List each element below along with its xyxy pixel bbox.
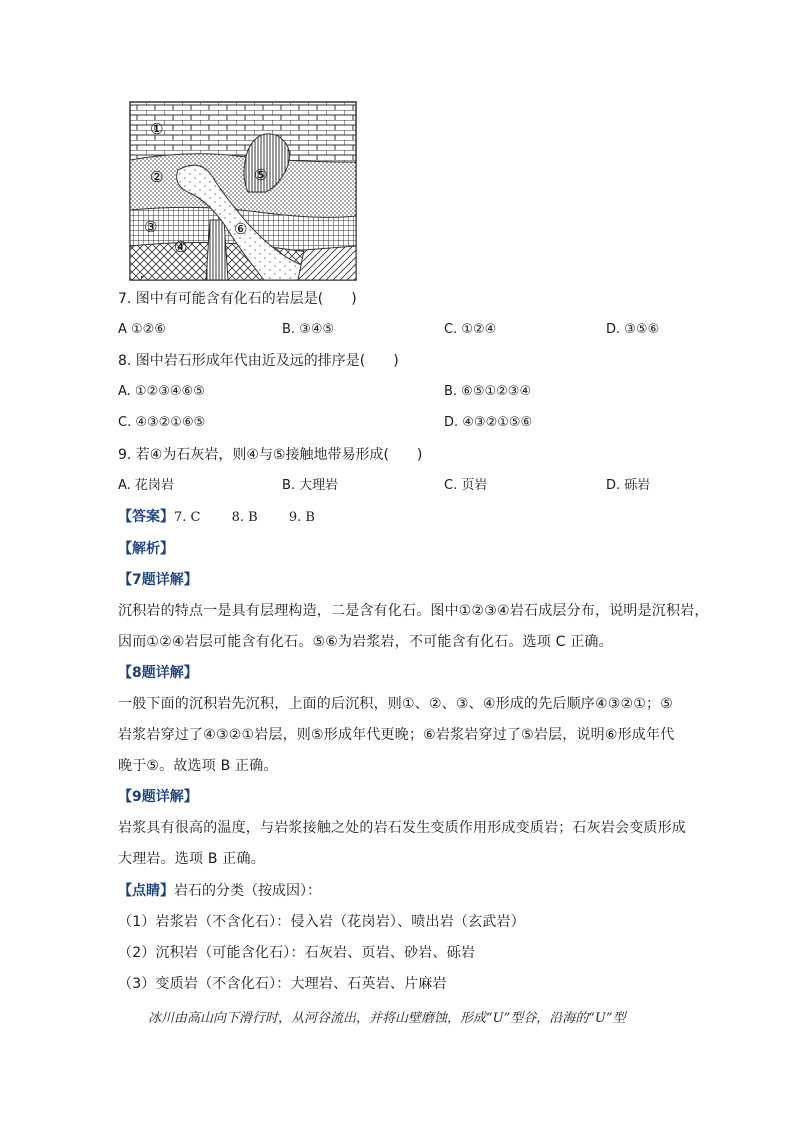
detail-7-line-1: 沉积岩的特点一是具有层理构造，二是含有化石。图中①②③④岩石成层分布，说明是沉积岩， — [118, 603, 709, 619]
figure-label-4: ④ — [174, 238, 188, 256]
tip-label: 【点睛】 — [118, 883, 174, 899]
question-7-stem: 7. 图中有可能含有化石的岩层是( ) — [118, 291, 357, 307]
tip-item-2: （2）沉积岩（可能含化石）：石灰岩、页岩、砂岩、砾岩 — [118, 945, 476, 961]
rock-strata-figure — [128, 100, 360, 282]
tip-item-3: （3）变质岩（不含化石）：大理岩、石英岩、片麻岩 — [118, 976, 447, 992]
detail-7-line-2: 因而①②④岩层可能含有化石。⑤⑥为岩浆岩，不可能含有化石。选项 C 正确。 — [118, 634, 613, 650]
detail-8-line-1: 一般下面的沉积岩先沉积，上面的后沉积，则①、②、③、④形成的先后顺序④③②①；⑤ — [118, 696, 673, 712]
q9-option-c: C. 页岩 — [444, 478, 488, 493]
figure-label-3: ③ — [144, 218, 158, 236]
detail-9-line-2: 大理岩。选项 B 正确。 — [118, 851, 265, 867]
q9-option-d: D. 砾岩 — [606, 478, 651, 493]
figure-label-5: ⑤ — [254, 166, 268, 184]
tip-line — [118, 881, 321, 901]
answer-8: 8. B — [231, 510, 258, 525]
figure-label-1: ① — [150, 120, 164, 138]
figure-label-6: ⑥ — [234, 220, 248, 238]
detail-7-title: 【7题详解】 — [118, 572, 198, 588]
q7-option-a: A ①②⑥ — [118, 322, 166, 337]
answer-7: 7. C — [174, 510, 201, 525]
detail-8-line-3: 晚于⑤。故选项 B 正确。 — [118, 758, 278, 774]
answer-9: 9. B — [288, 510, 315, 525]
answer-label: 【答案】 — [118, 509, 174, 525]
tip-heading: 岩石的分类（按成因）： — [174, 883, 321, 899]
q8-option-b: B. ⑥⑤①②③④ — [444, 384, 532, 399]
question-9-stem: 9. 若④为石灰岩，则④与⑤接触地带易形成( ) — [118, 447, 423, 463]
q9-option-b: B. 大理岩 — [282, 478, 339, 493]
detail-9-title: 【9题详解】 — [118, 789, 198, 805]
trailing-passage: 冰川由高山向下滑行时，从河谷流出，并将山壁磨蚀，形成“U”型谷，沿海的“U”型 — [148, 1011, 626, 1026]
q8-option-d: D. ④③②①⑤⑥ — [444, 415, 533, 430]
analysis-label: 【解析】 — [118, 541, 174, 557]
stray-dot — [141, 276, 143, 278]
question-8-stem: 8. 图中岩石形成年代由近及远的排序是( ) — [118, 353, 399, 369]
q9-option-a: A. 花岗岩 — [118, 478, 174, 493]
q7-option-c: C. ①②④ — [444, 322, 497, 337]
q7-option-d: D. ③⑤⑥ — [606, 322, 660, 337]
detail-8-title: 【8题详解】 — [118, 665, 198, 681]
tip-item-1: （1）岩浆岩（不含化石）：侵入岩（花岗岩）、喷出岩（玄武岩） — [118, 914, 525, 930]
q8-option-c: C. ④③②①⑥⑤ — [118, 415, 206, 430]
answer-line — [118, 507, 315, 528]
figure-label-2: ② — [150, 168, 164, 186]
detail-8-line-2: 岩浆岩穿过了④③②①岩层，则⑤形成年代更晚；⑥岩浆岩穿过了⑤岩层，说明⑥形成年代 — [118, 727, 675, 743]
q8-option-a: A. ①②③④⑥⑤ — [118, 384, 205, 399]
detail-9-line-1: 岩浆具有很高的温度，与岩浆接触之处的岩石发生变质作用形成变质岩；石灰岩会变质形成 — [118, 820, 686, 836]
q7-option-b: B. ③④⑤ — [282, 322, 335, 337]
